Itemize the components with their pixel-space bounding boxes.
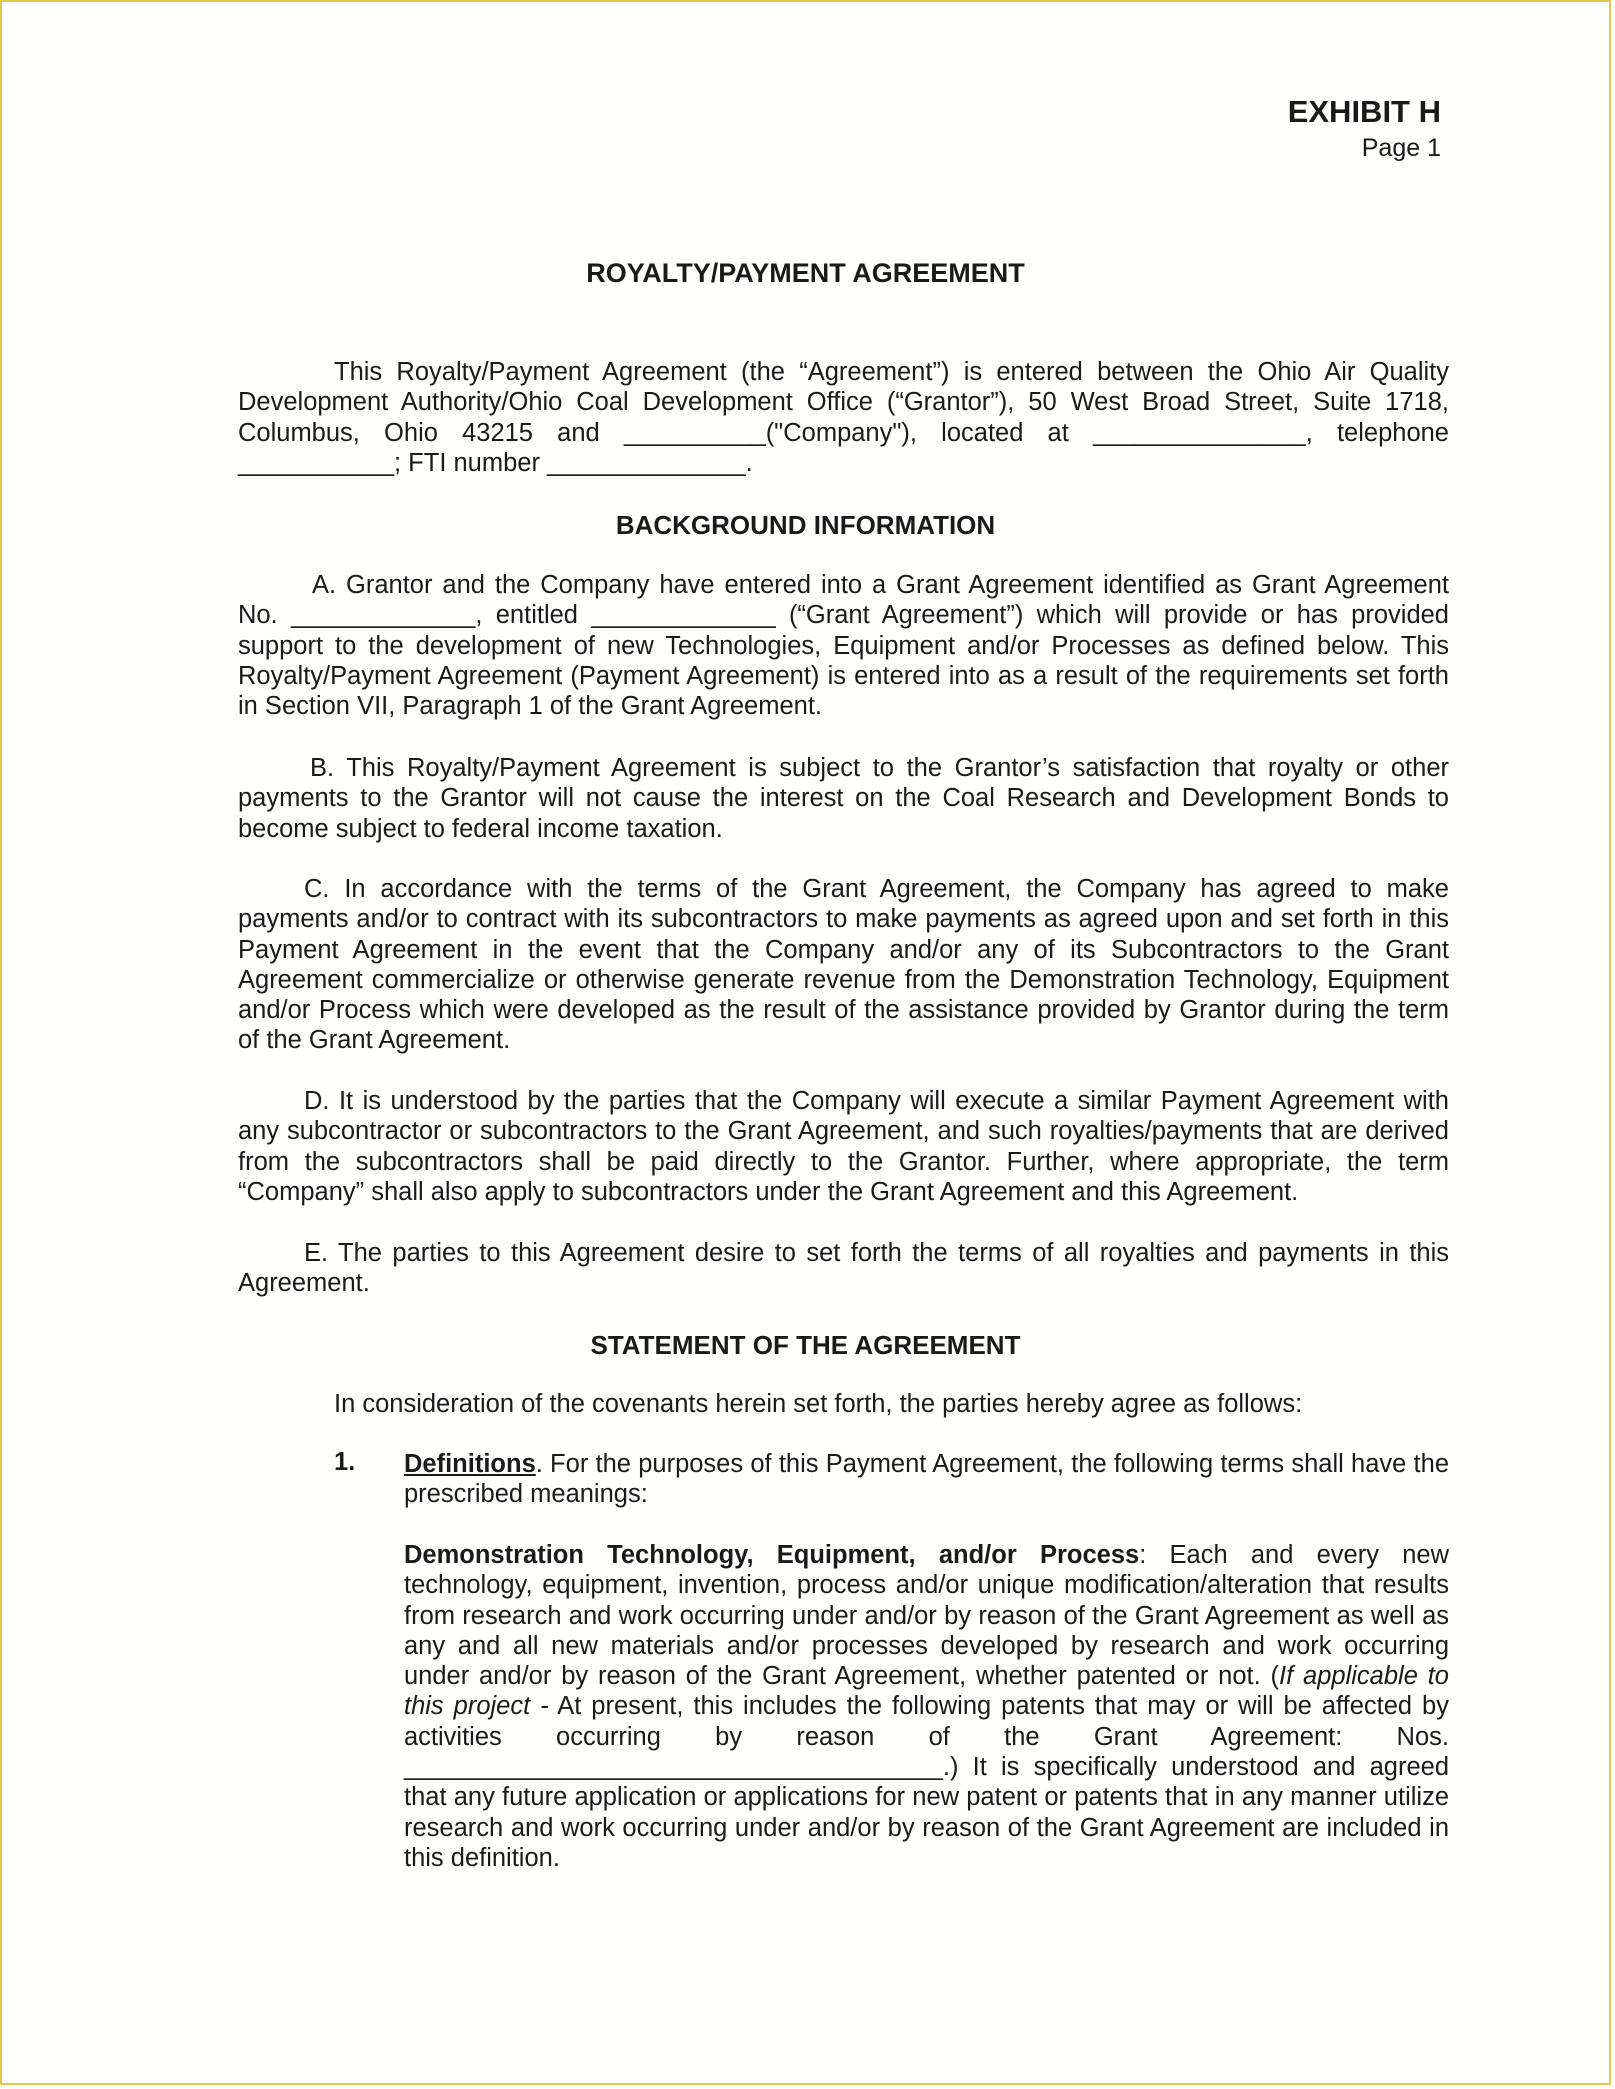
definitions-label: Definitions — [404, 1450, 536, 1478]
definition-term: Demonstration Technology, Equipment, and/or Process — [404, 1541, 1140, 1569]
intro-text: This Royalty/Payment Agreement (the “Agreement”) is entered between the Ohio Air Quality Development Authority/Ohio Coal Development Office (“Grantor”), 50 West Broad Street, Suite 1718, Columbus, Ohio 43215 and __________("Company"), located at _______________, telephone ___________; FTI number ______________. — [238, 358, 1449, 477]
paragraph-a-text: A. Grantor and the Company have entered into a Grant Agreement identified as Grant Agreement No. _____________, entitled _____________ (“Grant Agreement”) which will provide or has provided support to the development of new Technologies, Equipment and/or Processes as defined below. This Royalty/Payment Agreement (Payment Agreement) is entered into as a result of the requirements set forth in Section VII, Paragraph 1 of the Grant Agreement. — [238, 571, 1449, 721]
document-title: ROYALTY/PAYMENT AGREEMENT — [586, 258, 1025, 288]
definition-text-part1: : Each and every new technology, equipment, invention, process and/or unique modification/alteration that results from research and work occurring under and/or by reason of the Grant Agreement as well as any and all new materials and/or processes developed by research and work occurring under and/or by reason of the Grant Agreement, whether patented or not. ( — [404, 1541, 1449, 1691]
definition-demonstration-technology — [404, 1540, 1449, 1873]
paragraph-d-text: D. It is understood by the parties that the Company will execute a similar Payment Agreement with any subcontractor or subcontractors to the Grant Agreement, and such royalties/payments that are derived from the subcontractors shall be paid directly to the Grantor. Further, where appropriate, the term “Company” shall also apply to subcontractors under the Grant Agreement and this Agreement. — [238, 1087, 1449, 1206]
paragraph-c-text: C. In accordance with the terms of the Grant Agreement, the Company has agreed to make payments and/or to contract with its subcontractors to make payments as agreed upon and set forth in this Payment Agreement in the event that the Company and/or any of its Subcontractors to the Grant Agreement commercialize or otherwise generate revenue from the Demonstration Technology, Equipment and/or Process which were developed as the result of the assistance provided by Grantor during the term of the Grant Agreement. — [238, 875, 1449, 1055]
definition-italic-note: If applicable to this project - — [404, 1662, 1449, 1721]
background-paragraph-a — [238, 570, 1449, 721]
background-paragraph-e — [238, 1238, 1449, 1299]
background-paragraph-d — [238, 1086, 1449, 1207]
consideration-paragraph: In consideration of the covenants herein set forth, the parties hereby agree as follows: — [334, 1390, 1303, 1418]
page-number: Page 1 — [1361, 134, 1441, 162]
definitions-number: 1. — [334, 1448, 356, 1476]
statement-heading: STATEMENT OF THE AGREEMENT — [590, 1330, 1021, 1360]
exhibit-label: EXHIBIT H — [1287, 94, 1441, 129]
background-paragraph-c — [238, 874, 1449, 1056]
paragraph-e-text: E. The parties to this Agreement desire to set forth the terms of all royalties and payments in this Agreement. — [238, 1239, 1449, 1298]
paragraph-b-text: B. This Royalty/Payment Agreement is subject to the Grantor’s satisfaction that royalty or other payments to the Grantor will not cause the interest on the Coal Research and Development Bonds to become subject to federal income taxation. — [238, 754, 1449, 843]
definitions-intro-text: . For the purposes of this Payment Agreement, the following terms shall have the prescribed meanings: — [404, 1450, 1449, 1509]
intro-paragraph — [238, 357, 1449, 478]
definitions-intro — [404, 1449, 1449, 1510]
background-paragraph-b — [238, 753, 1449, 844]
background-heading: BACKGROUND INFORMATION — [615, 510, 996, 540]
definition-text-part2: At present, this includes the following patents that may or will be affected by activities occurring by reason of the Grant Agreement: Nos. ______________________________________.) It is specifically understood and agreed that any future application or applications for new patent or patents that in any manner utilize research and work occurring under and/or by reason of the Grant Agreement are included in this definition. — [404, 1692, 1449, 1872]
